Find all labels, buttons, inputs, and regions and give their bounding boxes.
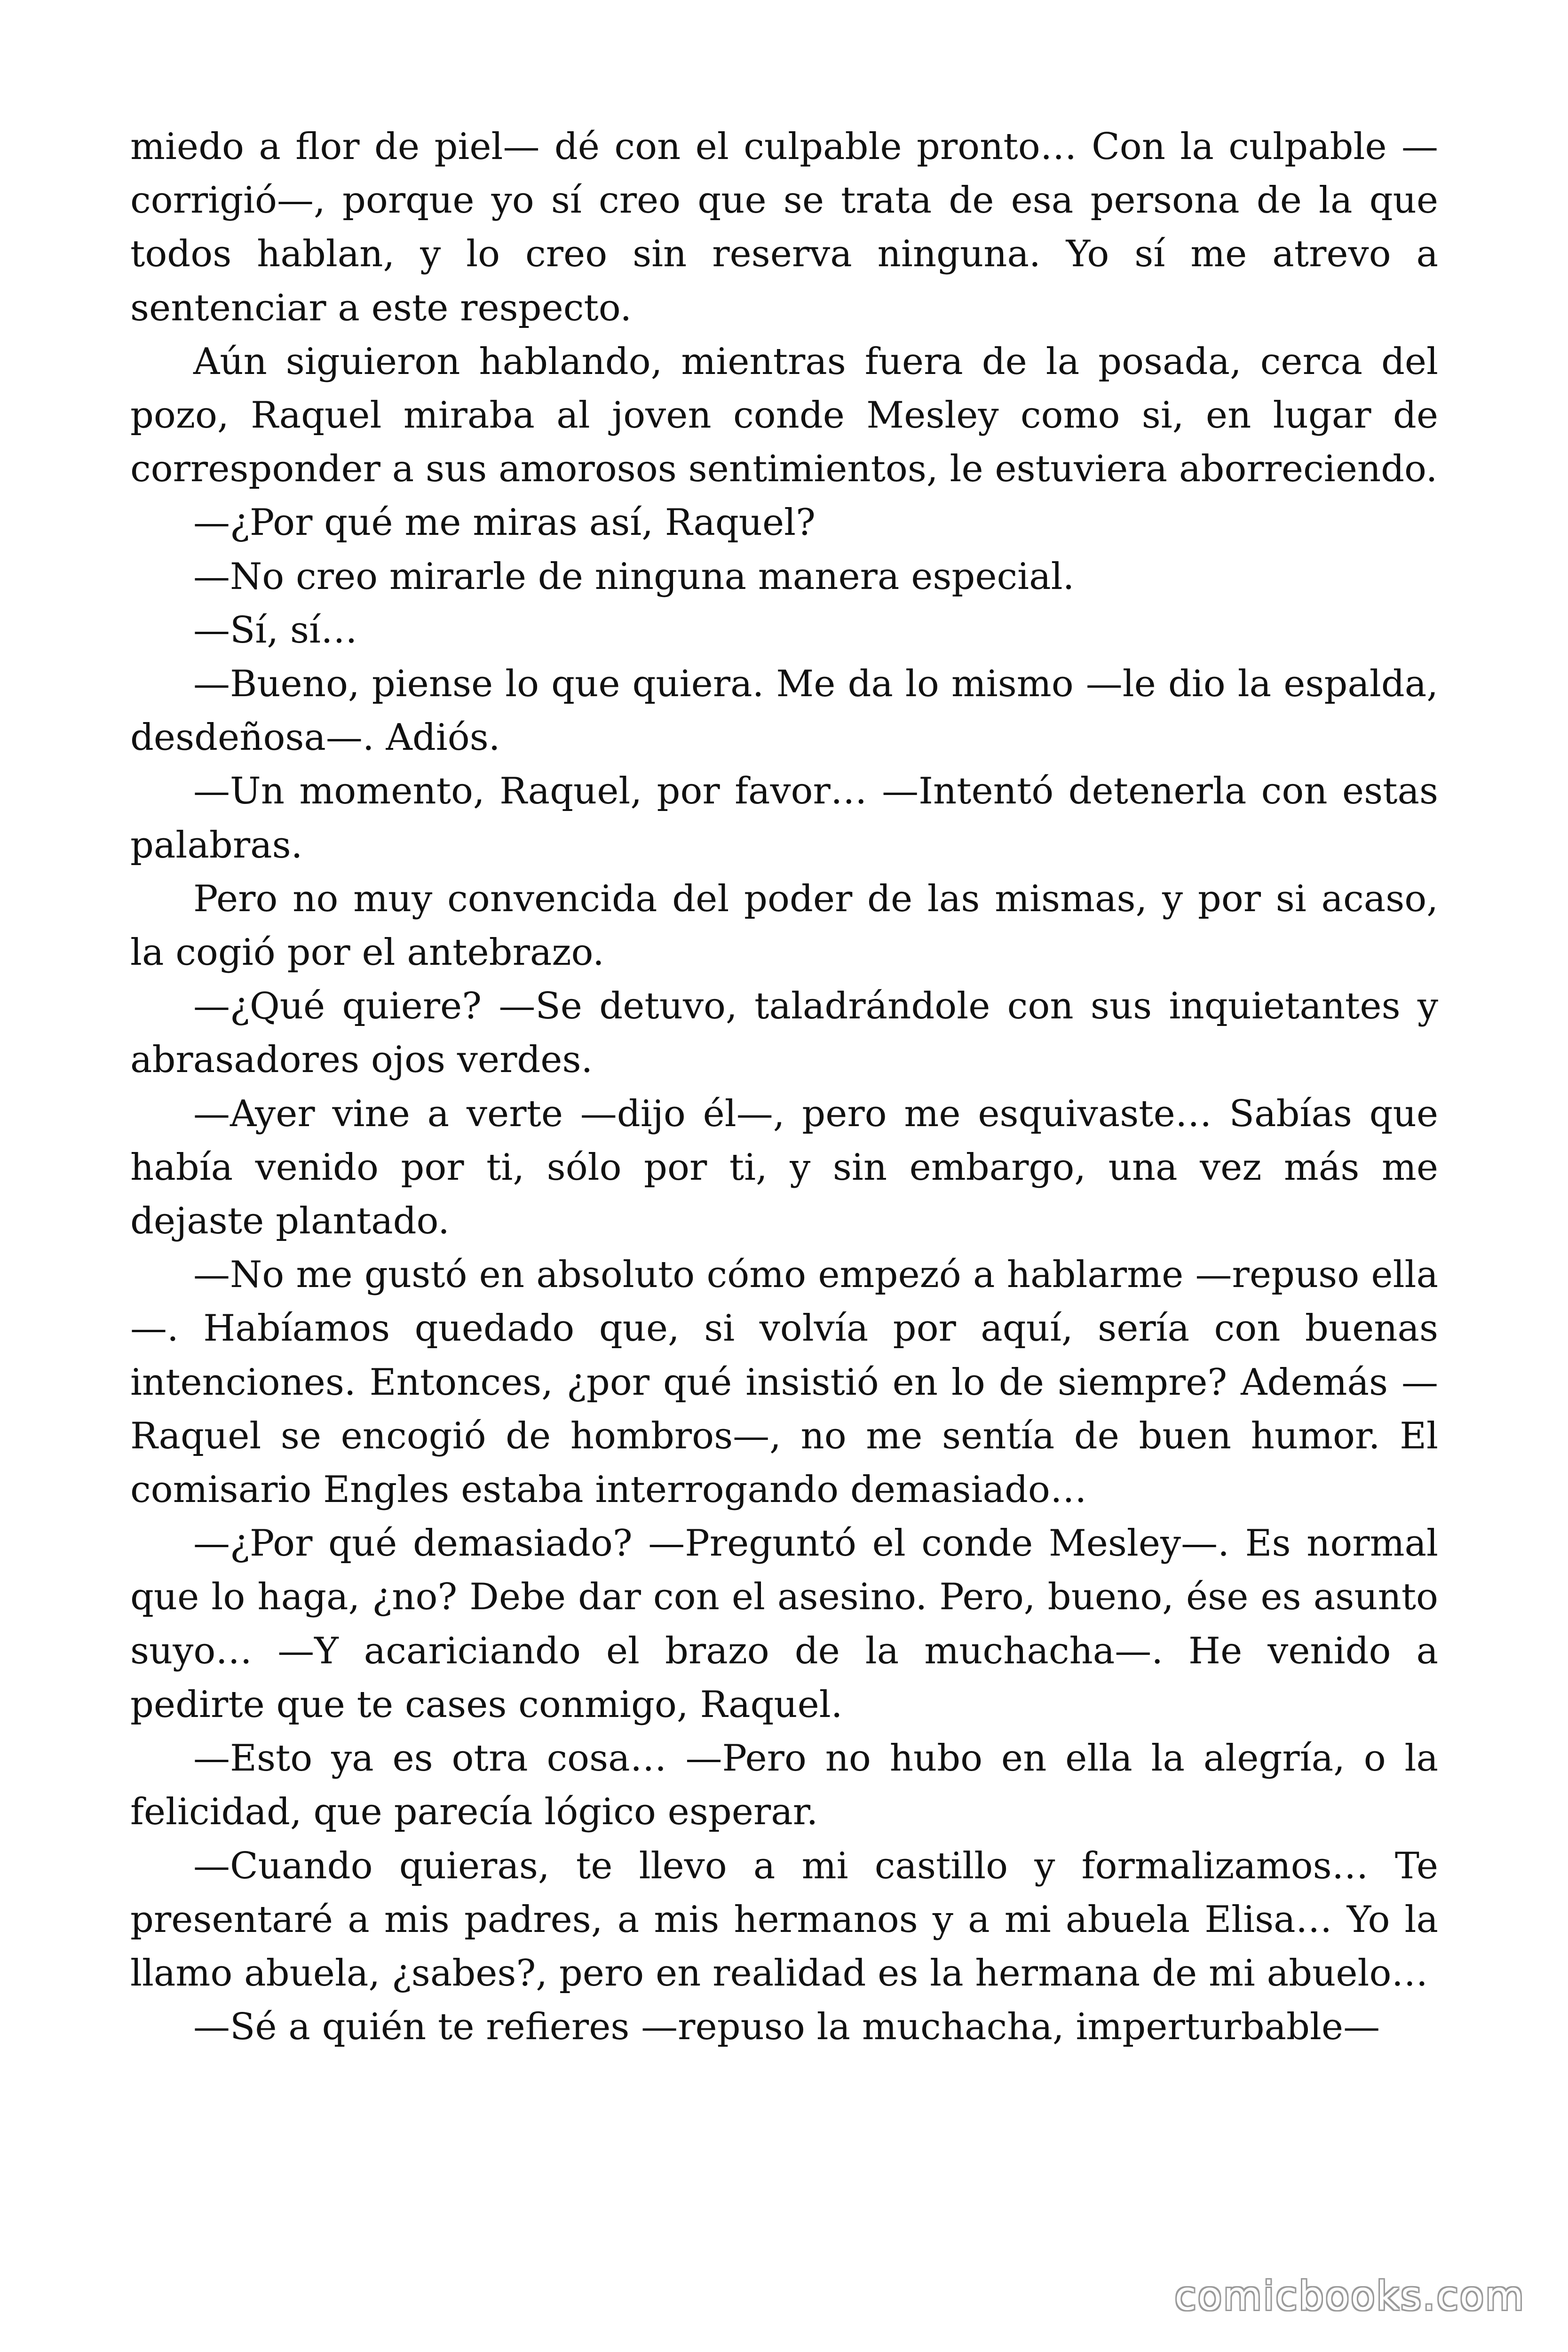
paragraph-12: —¿Por qué demasiado? —Preguntó el conde Mesley—. Es normal que lo haga, ¿no? Debe dar con el asesino. Pero, bueno, ése es asunto suyo… —Y acariciando el brazo de la muchacha—. He venido a pedirte que te cases conmigo, Raquel.: [130, 1522, 1438, 1726]
paragraph-9: —¿Qué quiere? —Se detuvo, taladrándole con sus inquietantes y abrasadores ojos verdes.: [130, 985, 1438, 1081]
paragraph-6: —Bueno, piense lo que quiera. Me da lo mismo —le dio la espalda, desdeñosa—. Adiós.: [130, 663, 1438, 759]
paragraph-7: —Un momento, Raquel, por favor… —Intentó detenerla con estas palabras.: [130, 770, 1438, 866]
paragraph-2: Aún siguieron hablando, mientras fuera de la posada, cerca del pozo, Raquel miraba al joven conde Mesley como si, en lugar de corresponder a sus amorosos sentimientos, le estuviera aborreciendo.: [130, 340, 1438, 491]
paragraph-14: —Cuando quieras, te llevo a mi castillo y formalizamos… Te presentaré a mis padres, a mis hermanos y a mi abuela Elisa… Yo la llamo abuela, ¿sabes?, pero en realidad es la hermana de mi abuelo…: [130, 1844, 1438, 1994]
paragraph-5: —Sí, sí…: [193, 609, 357, 652]
paragraph-15: —Sé a quién te refieres —repuso la muchacha, imperturbable—: [193, 2006, 1380, 2049]
body-text: [130, 120, 1438, 2054]
paragraph-8: Pero no muy convencida del poder de las mismas, y por si acaso, la cogió por el antebrazo.: [130, 877, 1438, 974]
paragraph-11: —No me gustó en absoluto cómo empezó a hablarme —repuso ella—. Habíamos quedado que, si volvía por aquí, sería con buenas intenciones. Entonces, ¿por qué insistió en lo de siempre? Además —Raquel se encogió de hombros—, no me sentía de buen humor. El comisario Engles estaba interrogando demasiado…: [130, 1254, 1438, 1511]
paragraph-10: —Ayer vine a verte —dijo él—, pero me esquivaste… Sabías que había venido por ti, sólo por ti, y sin embargo, una vez más me dejaste plantado.: [130, 1092, 1438, 1243]
paragraph-4: —No creo mirarle de ninguna manera especial.: [193, 555, 1075, 598]
watermark: comicbooks.com: [1174, 2273, 1525, 2319]
paragraph-13: —Esto ya es otra cosa… —Pero no hubo en ella la alegría, o la felicidad, que parecía lógico esperar.: [130, 1737, 1438, 1834]
paragraph-1: miedo a flor de piel— dé con el culpable pronto… Con la culpable —corrigió—, porque yo sí creo que se trata de esa persona de la que todos hablan, y lo creo sin reserva ninguna. Yo sí me atrevo a sentenciar a este respecto.: [130, 126, 1438, 329]
paragraph-3: —¿Por qué me miras así, Raquel?: [193, 501, 816, 544]
